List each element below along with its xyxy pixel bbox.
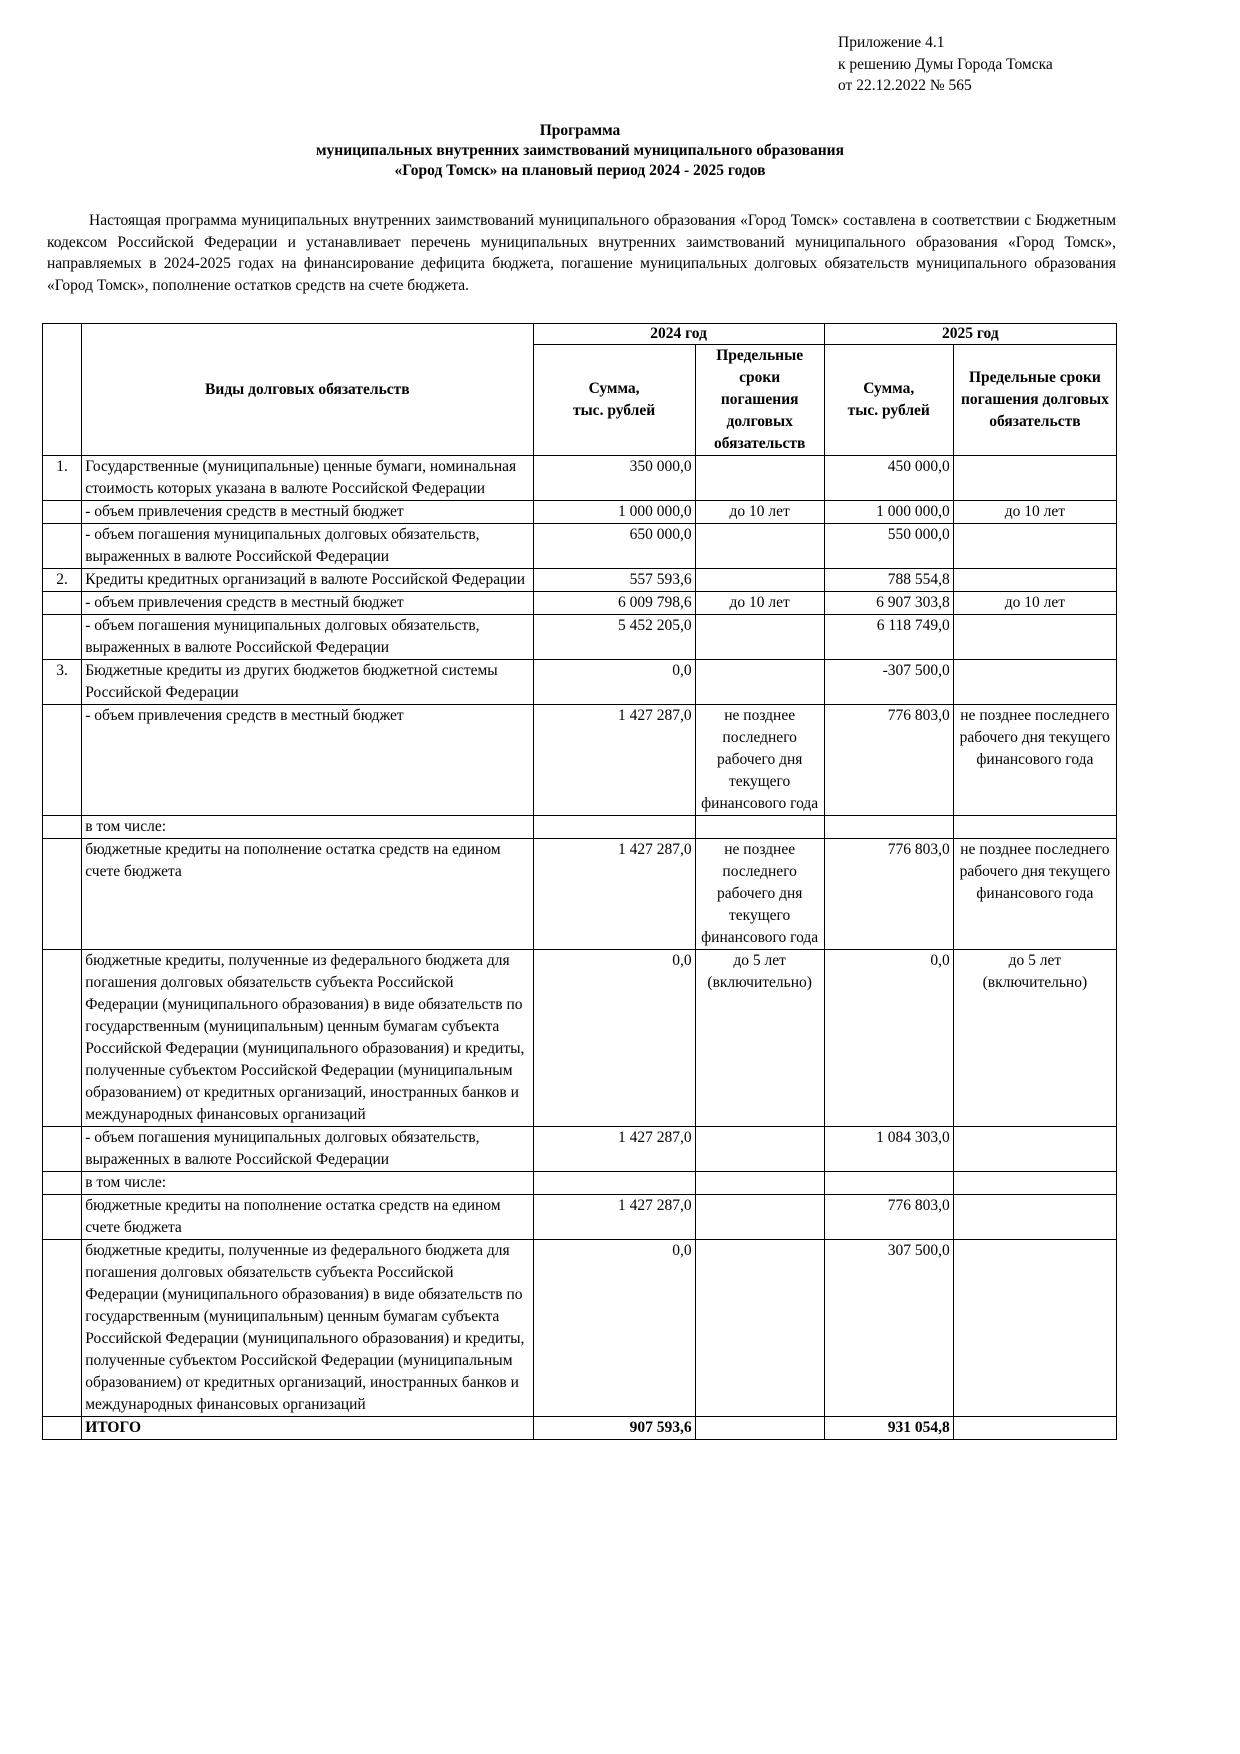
total-term-2024 (695, 1417, 824, 1440)
row-sum-2025: 1 000 000,0 (824, 501, 953, 524)
row-sum-2024: 0,0 (533, 950, 695, 1127)
row-name: - объем погашения муниципальных долговых обязательств, выраженных в валюте Российской Федерации (82, 615, 533, 660)
row-sum-2025: 0,0 (824, 950, 953, 1127)
header-term-2025: Предельные сроки погашения долговых обязательств (953, 345, 1116, 456)
row-term-2025: до 5 лет (включительно) (953, 950, 1116, 1127)
row-number (43, 1240, 82, 1417)
table-row (43, 705, 1117, 816)
row-term-2024 (695, 1240, 824, 1417)
table-row (43, 569, 1117, 592)
row-sum-2024: 1 427 287,0 (533, 705, 695, 816)
row-name: - объем привлечения средств в местный бюджет (82, 705, 533, 816)
row-sum-2025 (824, 1172, 953, 1195)
header-num-cell (43, 324, 82, 456)
row-term-2024: не позднее последнего рабочего дня текущего финансового года (695, 839, 824, 950)
row-number: 1. (43, 456, 82, 501)
row-sum-2024: 6 009 798,6 (533, 592, 695, 615)
row-name: Кредиты кредитных организаций в валюте Российской Федерации (82, 569, 533, 592)
row-sum-2025: 776 803,0 (824, 839, 953, 950)
row-number: 3. (43, 660, 82, 705)
table-row (43, 592, 1117, 615)
row-name: в том числе: (82, 1172, 533, 1195)
row-sum-2025: 307 500,0 (824, 1240, 953, 1417)
table-row (43, 839, 1117, 950)
row-name: - объем погашения муниципальных долговых обязательств, выраженных в валюте Российской Федерации (82, 1127, 533, 1172)
row-sum-2024: 1 427 287,0 (533, 839, 695, 950)
row-term-2025 (953, 524, 1116, 569)
row-name: бюджетные кредиты на пополнение остатка средств на едином счете бюджета (82, 839, 533, 950)
row-sum-2024: 5 452 205,0 (533, 615, 695, 660)
row-term-2024: до 10 лет (695, 501, 824, 524)
attachment-note (838, 32, 1053, 97)
total-sum-2025: 931 054,8 (824, 1417, 953, 1440)
row-name: бюджетные кредиты на пополнение остатка средств на едином счете бюджета (82, 1195, 533, 1240)
header-sum-2024: Сумма, тыс. рублей (533, 345, 695, 456)
table-row (43, 456, 1117, 501)
row-term-2025 (953, 569, 1116, 592)
row-sum-2024: 650 000,0 (533, 524, 695, 569)
attachment-line-3: от 22.12.2022 № 565 (838, 77, 972, 94)
table-row (43, 1172, 1117, 1195)
row-term-2024 (695, 456, 824, 501)
intro-paragraph: Настоящая программа муниципальных внутренних заимствований муниципального образования «Город Томск» составлена в соответствии с Бюджетным кодексом Российской Федерации и устанавливает перечень муниципальных внутренних заимствований муниципального образования «Город Томск», направляемых в 2024-2025 годах на финансирование дефицита бюджета, погашение муниципальных долговых обязательств муниципального образования «Город Томск», пополнение остатков средств на счете бюджета. (47, 212, 1116, 294)
row-term-2024 (695, 615, 824, 660)
row-term-2024 (695, 1195, 824, 1240)
row-term-2025: не позднее последнего рабочего дня текущего финансового года (953, 705, 1116, 816)
row-name: Государственные (муниципальные) ценные бумаги, номинальная стоимость которых указана в валюте Российской Федерации (82, 456, 533, 501)
table-row (43, 1240, 1117, 1417)
header-term-2024: Предельные сроки погашения долговых обязательств (695, 345, 824, 456)
row-term-2025: не позднее последнего рабочего дня текущего финансового года (953, 839, 1116, 950)
row-sum-2024: 0,0 (533, 1240, 695, 1417)
header-year-2024: 2024 год (533, 324, 824, 345)
total-sum-2024: 907 593,6 (533, 1417, 695, 1440)
attachment-line-1: Приложение 4.1 (838, 34, 945, 51)
row-sum-2024 (533, 816, 695, 839)
row-number (43, 816, 82, 839)
table-row (43, 1195, 1117, 1240)
total-term-2025 (953, 1417, 1116, 1440)
row-number (43, 950, 82, 1127)
row-term-2024 (695, 1127, 824, 1172)
row-name: - объем погашения муниципальных долговых обязательств, выраженных в валюте Российской Федерации (82, 524, 533, 569)
row-sum-2024: 0,0 (533, 660, 695, 705)
row-number (43, 524, 82, 569)
title-line-2: муниципальных внутренних заимствований муниципального образования (316, 142, 844, 159)
row-sum-2025: 788 554,8 (824, 569, 953, 592)
row-name: - объем привлечения средств в местный бюджет (82, 592, 533, 615)
row-number: 2. (43, 569, 82, 592)
row-term-2024 (695, 569, 824, 592)
row-sum-2024: 1 427 287,0 (533, 1127, 695, 1172)
title-line-3: «Город Томск» на плановый период 2024 - 2025 годов (394, 162, 766, 179)
table-row (43, 524, 1117, 569)
row-term-2025 (953, 660, 1116, 705)
row-sum-2024: 1 000 000,0 (533, 501, 695, 524)
header-obligation-types: Виды долговых обязательств (82, 324, 533, 456)
row-name: бюджетные кредиты, полученные из федерального бюджета для погашения долговых обязательств субъекта Российской Федерации (муниципального образования) в виде обязательств по государственным (муниципальным) ценным бумагам субъекта Российской Федерации (муниципального образования) и кредиты, полученные субъектом Российской Федерации (муниципальным образованием) от кредитных организаций, иностранных банков и международных финансовых организаций (82, 1240, 533, 1417)
header-sum-2025: Сумма, тыс. рублей (824, 345, 953, 456)
row-sum-2025: 1 084 303,0 (824, 1127, 953, 1172)
row-term-2025 (953, 1127, 1116, 1172)
row-number (43, 592, 82, 615)
row-number (43, 1127, 82, 1172)
table-row (43, 1127, 1117, 1172)
row-sum-2024: 557 593,6 (533, 569, 695, 592)
row-sum-2025: 776 803,0 (824, 705, 953, 816)
row-sum-2024 (533, 1172, 695, 1195)
total-row (43, 1417, 1117, 1440)
table-header-years (43, 324, 1117, 345)
row-sum-2025: 6 118 749,0 (824, 615, 953, 660)
table-row (43, 816, 1117, 839)
row-sum-2025: -307 500,0 (824, 660, 953, 705)
row-term-2025 (953, 615, 1116, 660)
row-sum-2025: 550 000,0 (824, 524, 953, 569)
row-term-2024 (695, 816, 824, 839)
row-term-2024: не позднее последнего рабочего дня текущего финансового года (695, 705, 824, 816)
row-term-2025: до 10 лет (953, 592, 1116, 615)
row-name: в том числе: (82, 816, 533, 839)
row-term-2025 (953, 456, 1116, 501)
row-number (43, 615, 82, 660)
attachment-line-2: к решению Думы Города Томска (838, 55, 1053, 73)
table-row (43, 950, 1117, 1127)
row-term-2024 (695, 1172, 824, 1195)
total-num-cell (43, 1417, 82, 1440)
debt-table (42, 323, 1117, 1440)
row-term-2025 (953, 1240, 1116, 1417)
title-line-1: Программа (539, 122, 621, 139)
row-name: бюджетные кредиты, полученные из федерального бюджета для погашения долговых обязательств субъекта Российской Федерации (муниципального образования) в виде обязательств по государственным (муниципальным) ценным бумагам субъекта Российской Федерации (муниципального образования) и кредиты, полученные субъектом Российской Федерации (муниципальным образованием) от кредитных организаций, иностранных банков и международных финансовых организаций (82, 950, 533, 1127)
row-name: - объем привлечения средств в местный бюджет (82, 501, 533, 524)
table-row (43, 660, 1117, 705)
total-label: ИТОГО (82, 1417, 533, 1440)
row-number (43, 501, 82, 524)
table-row (43, 615, 1117, 660)
row-sum-2024: 350 000,0 (533, 456, 695, 501)
row-sum-2025: 450 000,0 (824, 456, 953, 501)
row-sum-2025 (824, 816, 953, 839)
row-sum-2025: 776 803,0 (824, 1195, 953, 1240)
row-sum-2024: 1 427 287,0 (533, 1195, 695, 1240)
row-name: Бюджетные кредиты из других бюджетов бюджетной системы Российской Федерации (82, 660, 533, 705)
row-term-2024: до 5 лет (включительно) (695, 950, 824, 1127)
row-term-2025 (953, 816, 1116, 839)
row-term-2024: до 10 лет (695, 592, 824, 615)
header-year-2025: 2025 год (824, 324, 1116, 345)
row-sum-2025: 6 907 303,8 (824, 592, 953, 615)
row-term-2024 (695, 524, 824, 569)
row-term-2025 (953, 1195, 1116, 1240)
row-number (43, 1195, 82, 1240)
row-term-2024 (695, 660, 824, 705)
row-number (43, 1172, 82, 1195)
row-term-2025 (953, 1172, 1116, 1195)
document-title (40, 121, 1120, 181)
row-number (43, 839, 82, 950)
row-term-2025: до 10 лет (953, 501, 1116, 524)
table-row (43, 501, 1117, 524)
row-number (43, 705, 82, 816)
